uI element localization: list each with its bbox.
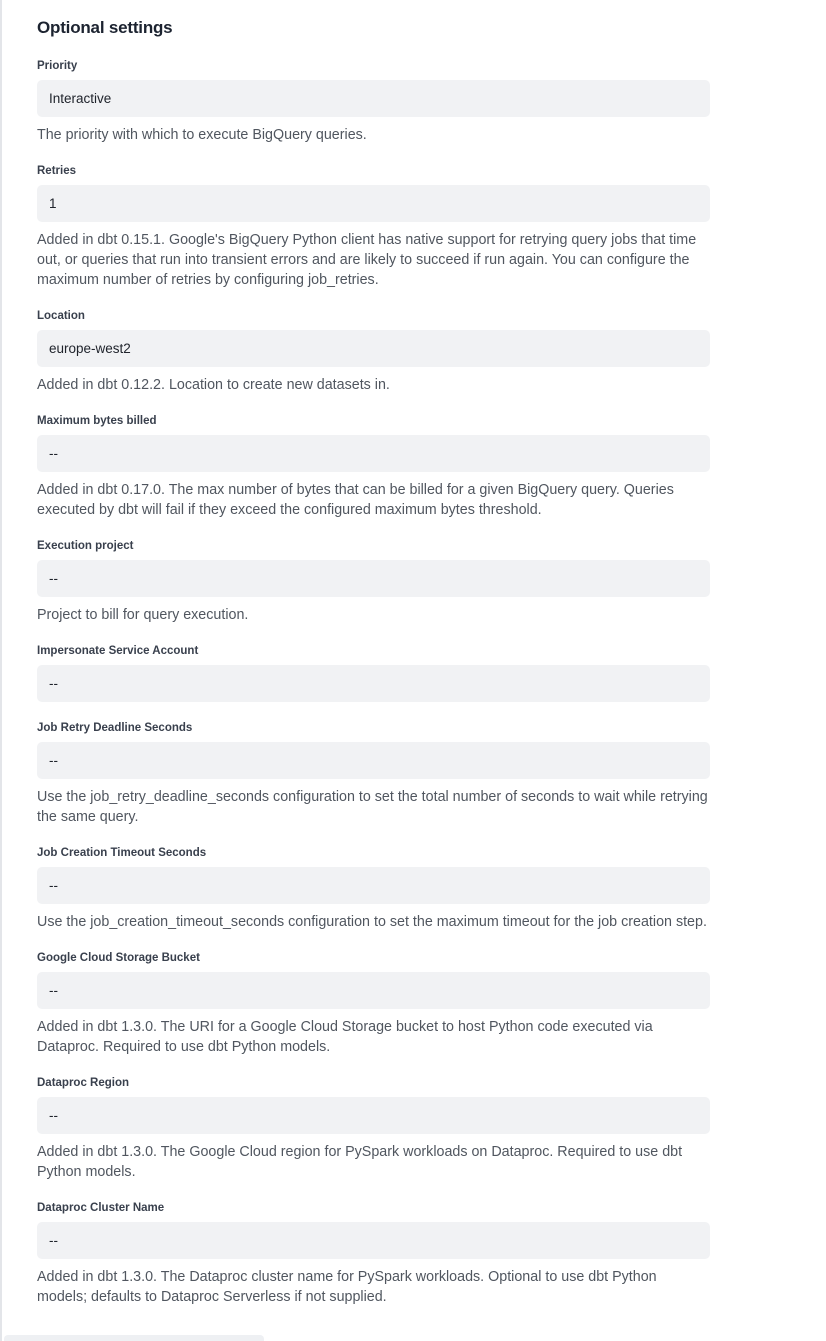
form-field xyxy=(37,722,710,827)
field-input[interactable] xyxy=(37,330,710,367)
field-help-text: Added in dbt 1.3.0. The URI for a Google Cloud Storage bucket to host Python code executed via Dataproc. Required to use dbt Python models. xyxy=(37,1019,653,1055)
field-label: Dataproc Region xyxy=(37,1077,130,1089)
field-input[interactable] xyxy=(37,742,710,779)
page-title: Optional settings xyxy=(37,18,173,37)
field-value: -- xyxy=(49,1108,58,1123)
form-field xyxy=(37,415,710,520)
field-help-text: The priority with which to execute BigQuery queries. xyxy=(37,127,367,143)
field-label: Job Creation Timeout Seconds xyxy=(37,847,207,859)
field-value: -- xyxy=(49,571,58,586)
field-label: Execution project xyxy=(37,540,134,552)
form-field xyxy=(37,645,710,702)
field-value: -- xyxy=(49,983,58,998)
field-input[interactable] xyxy=(37,560,710,597)
form-field xyxy=(37,540,710,625)
field-label: Maximum bytes billed xyxy=(37,415,157,427)
field-value: -- xyxy=(49,676,58,691)
form-field xyxy=(37,1202,710,1307)
field-label: Impersonate Service Account xyxy=(37,645,199,657)
settings-fields-list xyxy=(37,60,710,1307)
form-field xyxy=(37,165,710,290)
field-input[interactable] xyxy=(37,435,710,472)
field-value: Interactive xyxy=(49,91,112,106)
field-label: Dataproc Cluster Name xyxy=(37,1202,165,1214)
field-help-text: Project to bill for query execution. xyxy=(37,607,249,623)
form-field xyxy=(37,952,710,1057)
field-input[interactable] xyxy=(37,1222,710,1259)
field-value: -- xyxy=(49,1233,58,1248)
form-field xyxy=(37,1077,710,1182)
form-field xyxy=(37,847,710,932)
field-value: -- xyxy=(49,753,58,768)
next-section-edge xyxy=(4,1335,264,1341)
field-input[interactable] xyxy=(37,185,710,222)
field-help-text: Added in dbt 0.17.0. The max number of bytes that can be billed for a given BigQuery query. Queries executed by dbt will fail if they exceed the configured maximum bytes threshold. xyxy=(37,482,674,518)
field-input[interactable] xyxy=(37,665,710,702)
field-label: Location xyxy=(37,310,85,322)
field-input[interactable] xyxy=(37,80,710,117)
field-help-text: Added in dbt 1.3.0. The Google Cloud region for PySpark workloads on Dataproc. Required to use dbt Python models. xyxy=(37,1144,683,1180)
field-help-text: Added in dbt 0.12.2. Location to create new datasets in. xyxy=(37,377,390,393)
field-input[interactable] xyxy=(37,1097,710,1134)
field-value: europe-west2 xyxy=(49,341,131,356)
field-label: Google Cloud Storage Bucket xyxy=(37,952,200,964)
field-label: Retries xyxy=(37,165,76,177)
field-input[interactable] xyxy=(37,972,710,1009)
form-field xyxy=(37,60,710,145)
field-value: -- xyxy=(49,878,58,893)
field-help-text: Use the job_creation_timeout_seconds configuration to set the maximum timeout for the job creation step. xyxy=(37,914,707,930)
field-help-text: Added in dbt 1.3.0. The Dataproc cluster name for PySpark workloads. Optional to use dbt Python models; defaults to Dataproc Serverless if not supplied. xyxy=(37,1269,657,1305)
field-value: -- xyxy=(49,446,58,461)
form-field xyxy=(37,310,710,395)
field-label: Job Retry Deadline Seconds xyxy=(37,722,193,734)
field-value: 1 xyxy=(49,196,57,211)
field-label: Priority xyxy=(37,60,78,72)
field-input[interactable] xyxy=(37,867,710,904)
field-help-text: Use the job_retry_deadline_seconds configuration to set the total number of seconds to wait while retrying the same query. xyxy=(37,789,708,825)
field-help-text: Added in dbt 0.15.1. Google's BigQuery Python client has native support for retrying query jobs that time out, or queries that run into transient errors and are likely to succeed if run again. You can configure the maximum number of retries by configuring job_retries. xyxy=(37,232,697,288)
